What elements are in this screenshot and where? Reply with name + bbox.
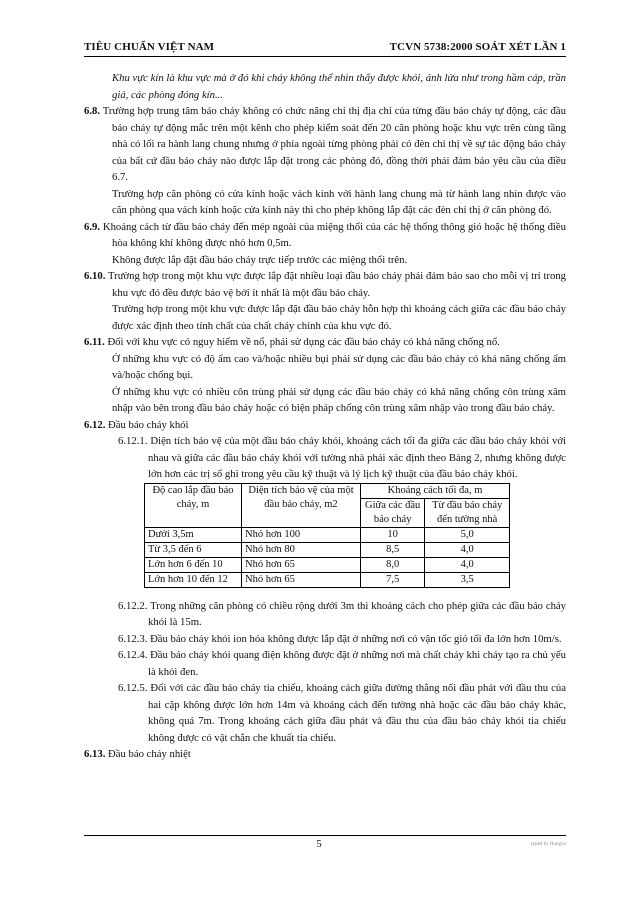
typed-by-note: typed by Hungvu	[531, 842, 566, 847]
subsection-text: Trong những căn phòng có chiều rộng dưới 3m thì khoảng cách cho phép giữa các đầu báo cháy khói là 15m.	[148, 599, 566, 628]
cell-area: Nhỏ hơn 65	[242, 572, 361, 587]
section-6-8-para2: Trường hợp căn phòng có cửa kính hoặc vách kính với hành lang chung mà từ hành lang nhìn được vào căn phòng qua vách kính hoặc cửa kính này thì cho phép không lắp đặt các đèn chỉ thị ở căn phòng đó.	[112, 187, 566, 216]
section-6-13	[84, 746, 566, 763]
section-6-11-para3: Ở những khu vực có nhiều côn trùng phải sử dụng các đầu báo cháy có khả năng chống côn trùng xâm nhập vào bên trong đầu báo cháy hoặc có biện pháp chống côn trùng xâm nhập vào trong đầu báo cháy.	[112, 385, 566, 414]
cell-area: Nhỏ hơn 100	[242, 527, 361, 542]
cell-height: Lớn hơn 6 đến 10	[145, 557, 242, 572]
col-header-distance: Khoảng cách tối đa, m	[361, 483, 510, 498]
section-6-8	[84, 103, 566, 186]
table-row	[145, 572, 510, 587]
table-row	[145, 542, 510, 557]
col-header-between: Giữa các đầu báo cháy	[361, 498, 425, 527]
subsection-6-12-1	[84, 433, 566, 483]
section-number: 6.13.	[84, 748, 106, 760]
subsection-text: Đối với các đầu báo cháy tia chiếu, khoảng cách giữa đường thẳng nối đầu phát với đầu thu của hai cặp không được lớn hơn 14m và khoảng cách đến tường nhà hoặc các đầu báo cháy khác, không quá 7m. Trong khoảng cách giữa đầu phát và đầu thu của đầu báo cháy khói tia chiếu không được có vật chắn che khuất tia chiếu.	[148, 682, 567, 744]
cell-between: 8,5	[361, 542, 425, 557]
section-text: Trường hợp trong một khu vực được lắp đặt nhiều loại đầu báo cháy phải đảm bảo sao cho mỗi vị trí trong khu vực đó đều được bảo vệ bởi ít nhất là một đầu báo cháy.	[107, 270, 567, 299]
table-row	[145, 527, 510, 542]
section-6-12	[84, 417, 566, 434]
cell-area: Nhỏ hơn 65	[242, 557, 361, 572]
subsection-number: 6.12.3.	[118, 632, 148, 645]
subsection-number: 6.12.5.	[118, 682, 148, 694]
section-number: 6.11.	[84, 336, 105, 348]
subsection-6-12-2	[84, 598, 566, 631]
document-body	[84, 70, 566, 763]
section-number: 6.8.	[84, 105, 101, 117]
header-rule	[84, 56, 566, 57]
table-row	[145, 557, 510, 572]
section-text: Trường hợp trung tâm báo cháy không có chức năng chỉ thị địa chỉ của từng đầu báo cháy tự động, các đầu báo cháy tự động mắc trên một kênh cho phép kiểm soát đến 20 căn phòng hoặc khu vực trên cùng tầng nhà có lối ra hành lang chung nhưng ở phía ngoài từng phòng phải có đèn chỉ thị về sự tác động báo cháy của bất cứ đầu báo cháy nào được lắp đặt trong các phòng đó, đồng thời phải đảm bảo yêu cầu của điều 6.7.	[102, 105, 566, 183]
subsection-number: 6.12.4.	[118, 649, 148, 661]
subsection-text: Đầu báo cháy khói quang điện không được đặt ở những nơi mà chất cháy khi cháy tạo ra chủ yếu là khói đen.	[148, 649, 567, 678]
section-number: 6.12.	[84, 418, 106, 431]
section-text: Khoảng cách từ đầu báo cháy đến mép ngoài của miệng thổi của các hệ thống thông gió hoặc hệ thống điều hòa không khí không được nhỏ hơn 0,5m.	[102, 220, 566, 249]
section-text: Đối với khu vực có nguy hiểm về nổ, phải sử dụng các đầu báo cháy có khả năng chống nổ.	[107, 336, 500, 348]
section-title: Đầu báo cháy khói	[108, 418, 189, 431]
subsection-number: 6.12.2.	[118, 599, 148, 612]
subsection-6-12-4	[84, 647, 566, 680]
subsection-text: Đầu báo cháy khói ion hóa không được lắp đặt ở những nơi có vận tốc gió tối đa lớn hơn 10m/s.	[150, 632, 562, 645]
col-header-area: Diện tích bảo vệ của một đầu báo cháy, m2	[242, 483, 361, 527]
section-title: Đầu báo cháy nhiệt	[108, 748, 191, 760]
cell-between: 10	[361, 527, 425, 542]
section-6-9-para2: Không được lắp đặt đầu báo cháy trực tiếp trước các miệng thổi trên.	[112, 253, 408, 266]
cell-wall: 4,0	[425, 542, 510, 557]
section-6-10-para2: Trường hợp trong một khu vực được lắp đặt đầu báo cháy hỗn hợp thì khoảng cách giữa các đầu báo cháy được xác định theo tính chất của chất cháy chính của khu vực đó.	[112, 303, 566, 332]
cell-wall: 3,5	[425, 572, 510, 587]
section-6-10	[84, 268, 566, 301]
page-header	[84, 40, 566, 56]
cell-height: Từ 3,5 đến 6	[145, 542, 242, 557]
header-right: TCVN 5738:2000 SOÁT XÉT LẦN 1	[389, 41, 566, 53]
subsection-text: Diện tích bảo vệ của một đầu báo cháy khói, khoảng cách tối đa giữa các đầu báo cháy khói với nhau và giữa các đầu báo cháy khói với tường nhà phải xác định theo Bảng 2, nhưng không được lớn hơn các trị số ghi trong yêu cầu kỹ thuật và lý lịch kỹ thuật của đầu báo cháy khói.	[148, 435, 566, 480]
table-2	[144, 483, 510, 588]
section-number: 6.9.	[84, 220, 101, 233]
section-6-9	[84, 219, 566, 252]
page-number: 5	[316, 838, 322, 850]
cell-height: Dưới 3,5m	[145, 527, 242, 542]
cell-between: 8,0	[361, 557, 425, 572]
header-left: TIÊU CHUẨN VIỆT NAM	[84, 41, 215, 53]
section-6-11-para2: Ở những khu vực có độ ẩm cao và/hoặc nhiều bụi phải sử dụng các đầu báo cháy có khả năng chống ẩm và/hoặc chống bụi.	[112, 352, 566, 381]
subsection-number: 6.12.1.	[118, 435, 148, 447]
cell-height: Lớn hơn 10 đến 12	[145, 572, 242, 587]
footer-rule	[84, 835, 566, 836]
subsection-6-12-5	[84, 680, 566, 746]
cell-wall: 5,0	[425, 527, 510, 542]
cell-between: 7,5	[361, 572, 425, 587]
intro-italic: Khu vực kín là khu vực mà ở đó khi cháy không thể nhìn thấy được khói, ánh lửa như trong hầm cáp, trần giả, các phòng đóng kín...	[112, 72, 566, 101]
section-number: 6.10.	[84, 270, 106, 282]
section-6-11	[84, 334, 566, 351]
col-header-wall: Từ đầu báo cháy đến tường nhà	[425, 498, 510, 527]
subsection-6-12-3	[84, 631, 566, 648]
cell-area: Nhỏ hơn 80	[242, 542, 361, 557]
col-header-height: Độ cao lắp đầu báo cháy, m	[145, 483, 242, 527]
cell-wall: 4,0	[425, 557, 510, 572]
